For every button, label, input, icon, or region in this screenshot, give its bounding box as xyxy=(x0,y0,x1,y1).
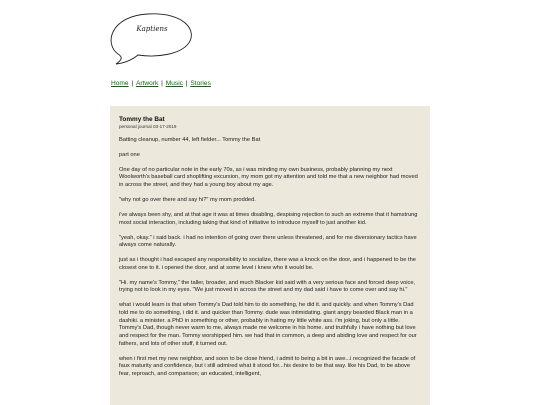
speech-bubble-icon xyxy=(108,10,196,66)
nav-link-home[interactable]: Home xyxy=(111,80,129,87)
nav-link-music[interactable]: Music xyxy=(165,80,183,87)
post-paragraph: i've always been shy, and at that age it was at times disabling, despising rejection to such an extreme that it hamstrung most social interaction, including taking that kind of initiative to introduce myself to just another kid. xyxy=(119,211,418,226)
post-paragraph: "why not go over there and say hi?" my mom prodded. xyxy=(119,197,256,204)
post-meta: personal journal 03-17-2019 xyxy=(119,124,177,129)
post-paragraph: just as i thought i had escaped any responsibility to socialize, there was a knock on the door, and i happened to be the closest one to it. i opened the door, and at some level i knew who it would be. xyxy=(119,257,416,271)
post-paragraph: One day of no particular note in the early 70s, as i was minding my own business, probably planning my next Woolworth's baseball card shoplifting excursion, my mom got my attention and told me that a new neighbor had moved in across the street, and they had a young boy about my age. xyxy=(119,166,418,189)
nav-separator: | xyxy=(183,80,190,87)
post-paragraph: Batting cleanup, number 44, left fielder... Tommy the Bat xyxy=(119,137,261,143)
post-content-panel xyxy=(110,106,430,405)
post-paragraph: what i would learn is that when Tommy's Dad told him to do something, he did it. and quickly. and when Tommy's Dad told me to do something, i did it. and quicker than Tommy. dude was intimidating. giant angry bearded Black man in a dashiki. a minister. a PhD in something or other, probably in hating my little white ass. i'm joking, but only a little. Tommy's Dad, though never warm to me, always made me welcome in his home. and truthfully i have nothing but love and respect for the man. Tommy worshipped him. we had that in common, a deep and abiding love and respect for our fathers, and lots of other stuff, it turned out. xyxy=(119,302,417,347)
post-paragraph: "Hi. my name's Tommy," the taller, broader, and much Blacker kid said with a very serious face and forced deep voice, trying not to look in my eyes. "We just moved in across the street and my dad said i have to come over and say hi." xyxy=(119,279,416,294)
post-paragraph: "yeah, okay." i said back. i had no intention of going over there unless threatened, and for me diversionary tactics have always come naturally. xyxy=(119,234,417,249)
post-paragraph: part one xyxy=(119,151,140,158)
post-paragraph: when i first met my new neighbor, and soon to be close friend, i admit to being a bit in awe...i recognized the facade of faux maturity and confidence, but i still admired what it stood for...his desire to be that way. like his Dad, to be above fear, reproach, and comparison; an educated, intelligent, xyxy=(119,355,416,378)
site-logo[interactable] xyxy=(108,10,196,66)
post-title: Tommy the Bat xyxy=(119,116,165,123)
nav-separator: | xyxy=(159,80,165,87)
logo-text: Kaptiens xyxy=(136,25,168,33)
main-nav xyxy=(111,80,211,87)
nav-separator: | xyxy=(129,80,135,87)
nav-link-stories[interactable]: Stories xyxy=(190,80,211,87)
nav-link-artwork[interactable]: Artwork xyxy=(135,80,159,87)
